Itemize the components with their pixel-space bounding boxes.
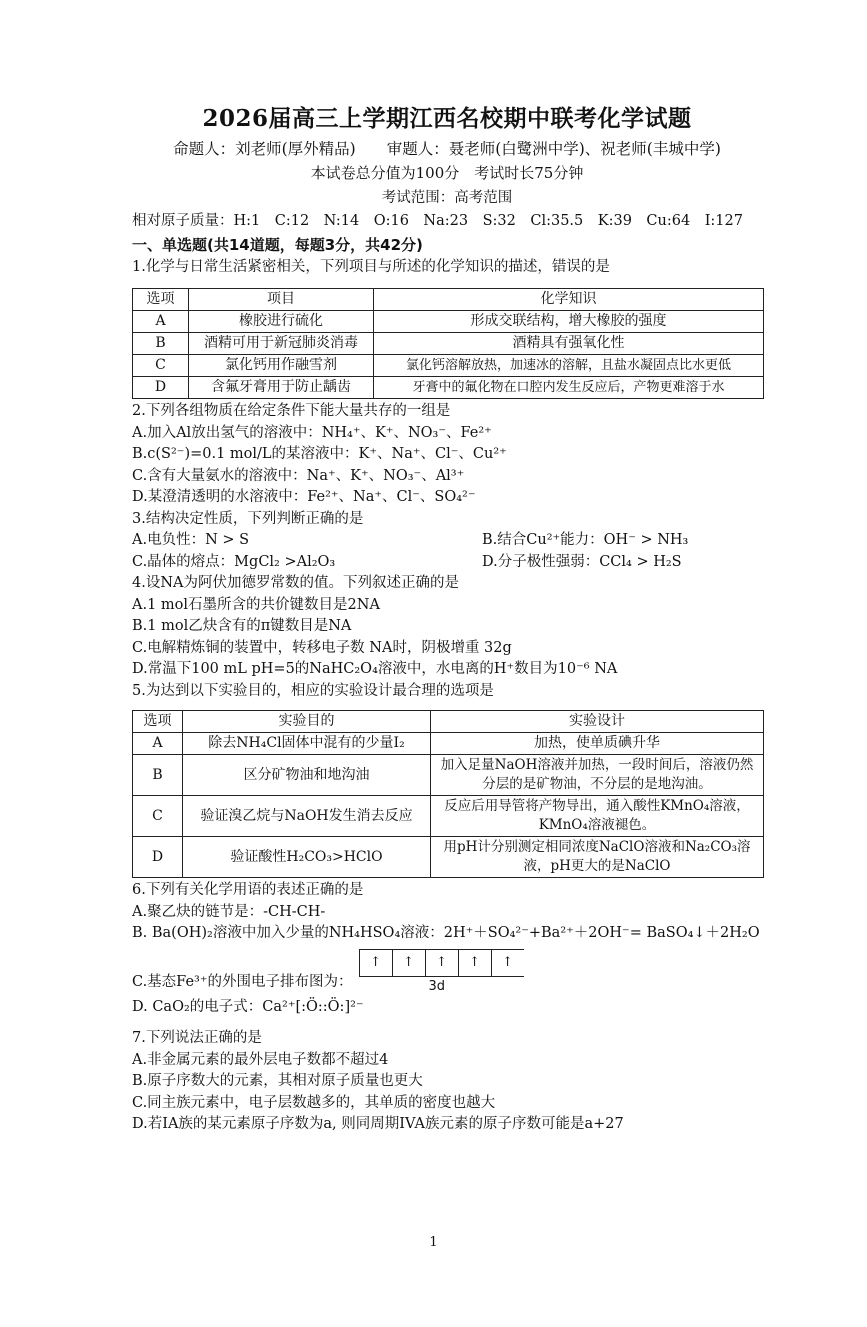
orbital-box: ↑	[425, 949, 458, 977]
question-6-option-b: B. Ba(OH)₂溶液中加入少量的NH₄HSO₄溶液：2H⁺＋SO₄²⁻+Ba²⁺＋2OH⁻= BaSO₄↓＋2H₂O	[132, 925, 760, 941]
question-3-option-a: A.电负性：N > S	[132, 532, 250, 548]
question-2-option-b: B.c(S²⁻)=0.1 mol/L的某溶液中：K⁺、Na⁺、Cl⁻、Cu²⁺	[132, 446, 507, 462]
question-5-table	[132, 710, 764, 878]
table-cell: D	[133, 837, 183, 878]
table-header-cell: 化学知识	[374, 289, 764, 311]
table-cell: C	[133, 355, 189, 377]
question-6-stem: 6.下列有关化学用语的表述正确的是	[132, 882, 364, 898]
question-7-stem: 7.下列说法正确的是	[132, 1030, 262, 1046]
table-row	[133, 837, 764, 878]
table-header-cell: 选项	[133, 289, 189, 311]
table-cell: 橡胶进行硫化	[189, 311, 374, 333]
table-cell: 牙膏中的氟化物在口腔内发生反应后，产物更难溶于水	[374, 377, 764, 399]
orbital-label: 3d	[428, 978, 446, 994]
question-4-option-a: A.1 mol石墨所含的共价键数目是2NA	[132, 596, 380, 613]
table-cell: C	[133, 796, 183, 837]
table-header-row	[133, 289, 764, 311]
question-4-stem: 4.设NA为阿伏加德罗常数的值。下列叙述正确的是	[132, 575, 459, 591]
question-3-stem: 3.结构决定性质，下列判断正确的是	[132, 510, 364, 527]
table-row	[133, 311, 764, 333]
question-6-option-a: A.聚乙炔的链节是：-CH-CH-	[132, 903, 326, 920]
question-7-option-a: A.非金属元素的最外层电子数都不超过4	[132, 1051, 389, 1068]
table-cell: A	[133, 733, 183, 755]
table-header-cell: 项目	[189, 289, 374, 311]
question-3-row-1	[132, 530, 762, 552]
table-cell: 反应后用导管将产物导出，通入酸性KMnO₄溶液，KMnO₄溶液褪色。	[431, 796, 764, 837]
authors-line: 命题人：刘老师(厚外精品) 审题人：聂老师(白鹭洲中学)、祝老师(丰城中学)	[173, 140, 721, 158]
question-2-option-a: A.加入Al放出氢气的溶液中：NH₄⁺、K⁺、NO₃⁻、Fe²⁺	[132, 424, 492, 441]
table-row	[133, 377, 764, 399]
table-cell: 用pH计分别测定相同浓度NaClO溶液和Na₂CO₃溶液，pH更大的是NaClO	[431, 837, 764, 878]
table-cell: 酒精具有强氧化性	[374, 333, 764, 355]
question-2-stem: 2.下列各组物质在给定条件下能大量共存的一组是	[132, 403, 451, 419]
question-7-option-b: B.原子序数大的元素，其相对原子质量也更大	[132, 1073, 423, 1089]
table-header-cell: 选项	[133, 711, 183, 733]
exam-page	[0, 100, 867, 1327]
question-6-option-c-row	[132, 949, 762, 994]
table-header-cell: 实验设计	[431, 711, 764, 733]
table-cell: D	[133, 377, 189, 399]
page-number: 1	[429, 1235, 438, 1250]
table-row	[133, 755, 764, 796]
atomic-masses: 相对原子质量：H:1 C:12 N:14 O:16 Na:23 S:32 Cl:35.5 K:39 Cu:64 I:127	[132, 213, 743, 229]
table-cell: 区分矿物油和地沟油	[183, 755, 431, 796]
table-cell: B	[133, 333, 189, 355]
table-cell: 验证溴乙烷与NaOH发生消去反应	[183, 796, 431, 837]
table-header-cell: 实验目的	[183, 711, 431, 733]
table-cell: 验证酸性H₂CO₃>HClO	[183, 837, 431, 878]
table-row	[133, 733, 764, 755]
orbital-box: ↑	[359, 949, 392, 977]
table-cell: 形成交联结构，增大橡胶的强度	[374, 311, 764, 333]
table-header-row	[133, 711, 764, 733]
orbital-diagram	[359, 949, 524, 994]
table-cell: 酒精可用于新冠肺炎消毒	[189, 333, 374, 355]
question-3-option-c: C.晶体的熔点：MgCl₂ >Al₂O₃	[132, 553, 336, 570]
question-3-row-2	[132, 552, 762, 574]
orbital-box: ↑	[392, 949, 425, 977]
question-2-option-c: C.含有大量氨水的溶液中：Na⁺、K⁺、NO₃⁻、Al³⁺	[132, 467, 465, 484]
table-cell: 含氟牙膏用于防止龋齿	[189, 377, 374, 399]
table-row	[133, 355, 764, 377]
exam-info: 本试卷总分值为100分 考试时长75分钟	[310, 164, 584, 182]
table-cell: 加热，使单质碘升华	[431, 733, 764, 755]
question-7-option-d: D.若IA族的某元素原子序数为a, 则同周期IVA族元素的原子序数可能是a+27	[132, 1116, 624, 1132]
orbital-box: ↑	[458, 949, 491, 977]
question-5-stem: 5.为达到以下实验目的，相应的实验设计最合理的选项是	[132, 682, 494, 699]
question-4-option-b: B.1 mol乙炔含有的π键数目是NA	[132, 618, 352, 634]
exam-title: 2026届高三上学期江西名校期中联考化学试题	[202, 105, 692, 132]
question-4-option-c: C.电解精炼铜的装置中，转移电子数 NA时，阴极增重 32g	[132, 639, 512, 656]
table-cell: A	[133, 311, 189, 333]
question-6-option-d: D. CaO₂的电子式：Ca²⁺[:Ö::Ö:]²⁻	[132, 998, 364, 1015]
table-cell: 氯化钙用作融雪剂	[189, 355, 374, 377]
question-2-option-d: D.某澄清透明的水溶液中：Fe²⁺、Na⁺、Cl⁻、SO₄²⁻	[132, 489, 476, 505]
table-cell: 氯化钙溶解放热，加速冰的溶解，且盐水凝固点比水更低	[374, 355, 764, 377]
question-1-table	[132, 288, 764, 399]
question-3-option-d: D.分子极性强弱：CCl₄ > H₂S	[482, 553, 682, 570]
question-6-option-c: C.基态Fe³⁺的外围电子排布图为：	[132, 973, 353, 990]
question-1-stem: 1.化学与日常生活紧密相关，下列项目与所述的化学知识的描述，错误的是	[132, 258, 610, 275]
table-cell: 加入足量NaOH溶液并加热，一段时间后，溶液仍然分层的是矿物油，不分层的是地沟油。	[431, 755, 764, 796]
table-cell: B	[133, 755, 183, 796]
question-4-option-d: D.常温下100 mL pH=5的NaHC₂O₄溶液中，水电离的H⁺数目为10⁻⁶ NA	[132, 661, 618, 677]
orbital-box: ↑	[491, 949, 524, 977]
table-cell: 除去NH₄Cl固体中混有的少量I₂	[183, 733, 431, 755]
question-7-option-c: C.同主族元素中，电子层数越多的，其单质的密度也越大	[132, 1094, 496, 1111]
section-heading: 一、单选题(共14道题，每题3分，共42分)	[132, 235, 423, 254]
question-3-option-b: B.结合Cu²⁺能力：OH⁻ > NH₃	[482, 532, 689, 548]
table-row	[133, 796, 764, 837]
table-row	[133, 333, 764, 355]
exam-scope: 考试范围：高考范围	[381, 190, 513, 206]
